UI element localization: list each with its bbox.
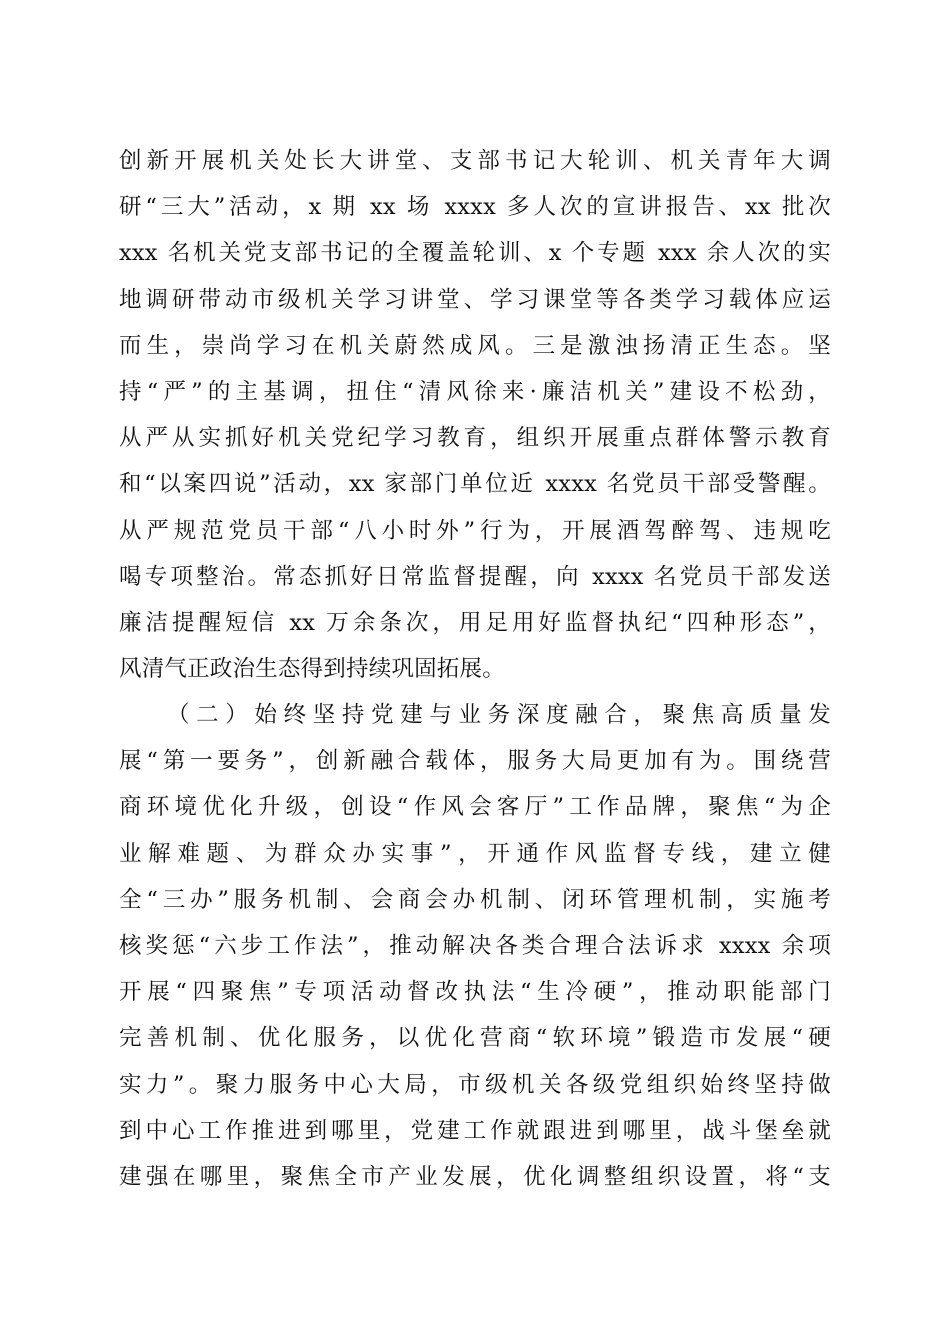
text-line: xxx 名机关党支部书记的全覆盖轮训、x 个专题 xxx 余人次的实 <box>119 240 831 267</box>
text-line: 核奖惩“六步工作法”，推动解决各类合理合法诉求 xxxx 余项 <box>119 932 831 959</box>
paragraph-section-two <box>119 692 831 1200</box>
text-line: 商环境优化升级，创设“作风会客厅”工作品牌，聚焦“为企 <box>119 794 831 821</box>
text-line: 创新开展机关处长大讲堂、支部书记大轮训、机关青年大调 <box>119 148 831 174</box>
text-line: 实力”。聚力服务中心大局，市级机关各级党组织始终坚持做 <box>119 1071 831 1098</box>
text-line: 和“以案四说”活动，xx 家部门单位近 xxxx 名党员干部受警醒。 <box>119 471 831 498</box>
text-line: 展“第一要务”，创新融合载体，服务大局更加有为。围绕营 <box>119 748 831 775</box>
text-line: 业解难题、为群众办实事”，开通作风监督专线，建立健 <box>119 840 831 867</box>
text-line: 持“严”的主基调，扭住“清风徐来·廉洁机关”建设不松劲， <box>119 378 831 405</box>
text-line: 风清气正政治生态得到持续巩固拓展。 <box>119 656 505 683</box>
text-line: 而生，崇尚学习在机关蔚然成风。三是激浊扬清正生态。坚 <box>119 332 831 359</box>
text-line: 开展“四聚焦”专项活动督改执法“生冷硬”，推动职能部门 <box>119 979 831 1006</box>
paragraph-continued <box>119 138 831 692</box>
text-line: 廉洁提醒短信 xx 万余条次，用足用好监督执纪“四种形态”， <box>119 609 831 636</box>
text-line: 喝专项整治。常态抓好日常监督提醒，向 xxxx 名党员干部发送 <box>119 563 831 590</box>
text-line: 完善机制、优化服务，以优化营商“软环境”锻造市发展“硬 <box>119 1025 831 1052</box>
text-line: 研“三大”活动，x 期 xx 场 xxxx 多人次的宣讲报告、xx 批次 <box>119 194 831 221</box>
text-line: 到中心工作推进到哪里，党建工作就跟进到哪里，战斗堡垒就 <box>119 1117 831 1144</box>
text-line: 从严从实抓好机关党纪学习教育，组织开展重点群体警示教育 <box>119 425 831 452</box>
text-line: 地调研带动市级机关学习讲堂、学习课堂等各类学习载体应运 <box>119 286 831 313</box>
text-line: 全“三办”服务机制、会商会办机制、闭环管理机制，实施考 <box>119 886 831 913</box>
section-heading-line: （二）始终坚持党建与业务深度融合，聚焦高质量发 <box>167 702 831 728</box>
text-line: 建强在哪里，聚焦全市产业发展，优化调整组织设置，将“支 <box>119 1163 831 1190</box>
text-line: 从严规范党员干部“八小时外”行为，开展酒驾醉驾、违规吃 <box>119 517 831 544</box>
